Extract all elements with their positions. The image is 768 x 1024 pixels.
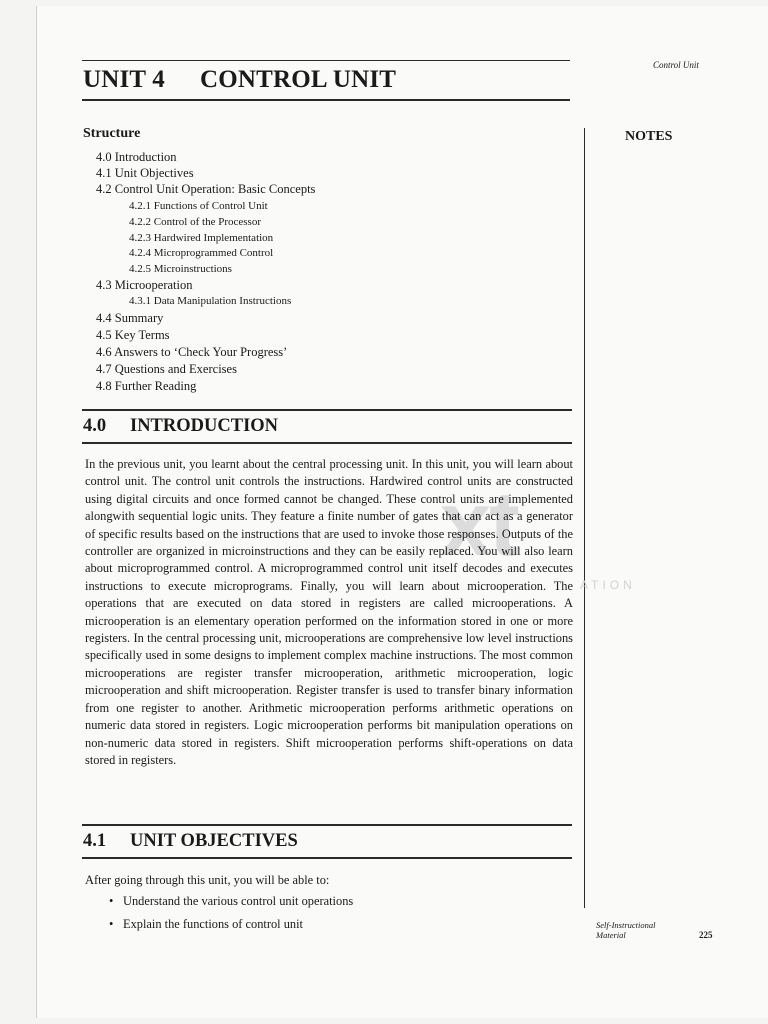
intro-paragraph: In the previous unit, you learnt about the central processing unit. In this unit, you will learn about control unit. The control unit controls the instructions. Hardwired control units are constructed using digital circuits and once formed cannot be changed. These control units are implemented alongwith sequential logic units. They feature a finite number of gates that can act as a generator of specific results based on the instructions that are used to invoke those responses. Outputs of the controller are organized in microinstructions and they can be easily replaced. You will also learn about microprogrammed control. A microprogrammed control unit itself decodes and executes instructions to execute microprograms. Finally, you will learn about microoperation. The operations that are executed on data stored in registers are called microoperations. A microoperation is an elementary operation performed on the information stored in one or more registers. In the central processing unit, microoperations are comprehensive low level instructions specifically used in some designs to implement complex machine instructions. The most common microoperations are register transfer microoperation, arithmetic microoperation, logic microoperation and shift microoperation. Register transfer is used to transfer binary information from one register to another. Arithmetic microoperation performs arithmetic operations on numeric data stored in registers. Logic microoperation performs bit manipulation operations on non-numeric data stored in registers. Shift microoperation performs shift-operations on data stored in registers.	[85, 457, 573, 767]
toc-item-4-5: 4.5 Key Terms	[96, 328, 170, 342]
notes-margin-rule	[584, 128, 585, 908]
objectives-lead: After going through this unit, you will be able to:	[85, 873, 330, 887]
objective-bullet: • Understand the various control unit operations	[109, 894, 354, 908]
toc-item-4-2-4: 4.2.4 Microprogrammed Control	[129, 247, 274, 259]
unit-number: UNIT 4	[83, 66, 166, 93]
toc-item-4-0: 4.0 Introduction	[96, 150, 177, 164]
toc-item-4-3-1: 4.3.1 Data Manipulation Instructions	[129, 295, 292, 307]
title-top-rule	[82, 60, 570, 61]
objectives-top-rule	[82, 824, 572, 826]
toc-item-4-1: 4.1 Unit Objectives	[96, 166, 194, 180]
toc-item-4-4: 4.4 Summary	[96, 311, 164, 325]
intro-top-rule	[82, 409, 572, 411]
bullet-dot-icon: •	[109, 917, 114, 931]
toc-item-4-2-3: 4.2.3 Hardwired Implementation	[129, 232, 274, 244]
toc-item-4-2-2: 4.2.2 Control of the Processor	[129, 216, 261, 228]
objective-bullet: • Explain the functions of control unit	[109, 917, 303, 931]
toc-item-4-6: 4.6 Answers to ‘Check Your Progress’	[96, 345, 288, 359]
bullet-dot-icon: •	[109, 894, 114, 908]
intro-bottom-rule	[82, 442, 572, 444]
running-header: Control Unit	[653, 60, 699, 70]
toc-item-4-2: 4.2 Control Unit Operation: Basic Concepts	[96, 182, 316, 196]
title-bottom-rule	[82, 99, 570, 101]
toc-item-4-2-1: 4.2.1 Functions of Control Unit	[129, 200, 268, 212]
page-number: 225	[699, 930, 713, 940]
toc-item-4-2-5: 4.2.5 Microinstructions	[129, 263, 232, 275]
footer-series: Self-Instructional Material	[596, 920, 656, 940]
structure-heading: Structure	[83, 126, 141, 141]
toc-item-4-7: 4.7 Questions and Exercises	[96, 362, 237, 376]
intro-heading: 4.0 INTRODUCTION	[83, 416, 279, 436]
toc-item-4-8: 4.8 Further Reading	[96, 379, 197, 393]
unit-title	[83, 66, 396, 94]
watermark-tagline: ATION	[580, 578, 636, 592]
objectives-bottom-rule	[82, 857, 572, 859]
watermark-logo: xt	[440, 473, 518, 575]
toc-item-4-3: 4.3 Microoperation	[96, 278, 193, 292]
notes-label: NOTES	[625, 129, 673, 144]
objectives-heading: 4.1 UNIT OBJECTIVES	[83, 831, 298, 851]
unit-name: CONTROL UNIT	[200, 66, 397, 93]
